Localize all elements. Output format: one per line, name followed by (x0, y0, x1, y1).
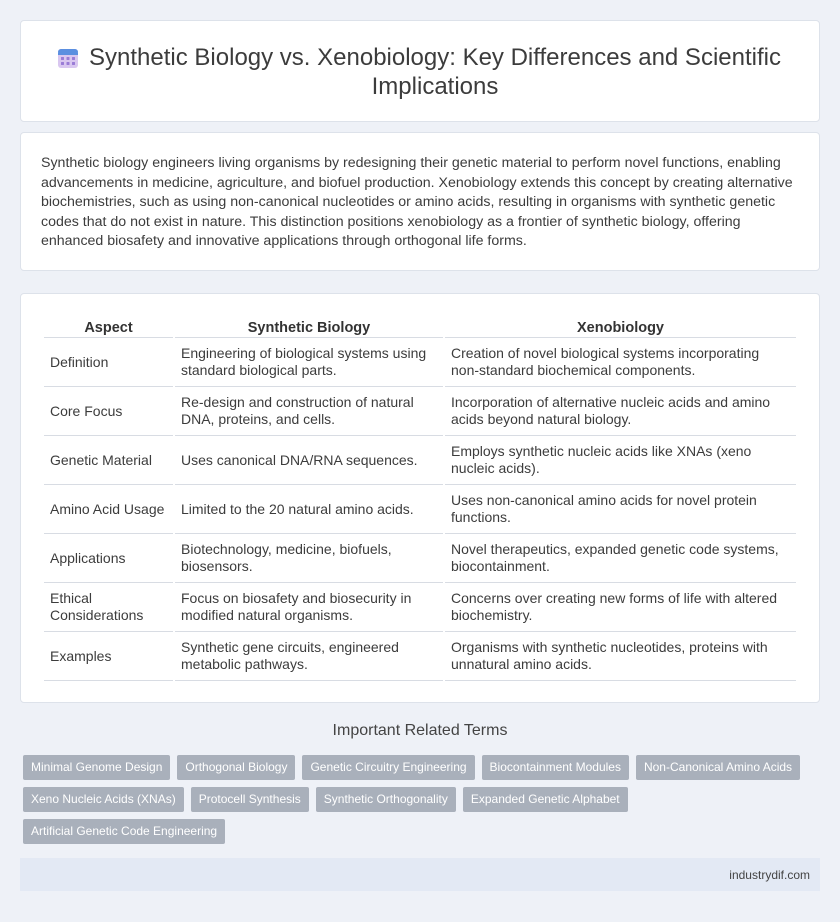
intro-paragraph: Synthetic biology engineers living organisms by redesigning their genetic material to perform novel functions, enabling advancements in medicine, agriculture, and biofuel production. Xenobiology extends this concept by creating alternative biochemistries, such as using non-canonical nucleotides or amino acids, resulting in organisms with synthetic genetic codes that do not exist in nature. This distinction positions xenobiology as a frontier of synthetic biology, offering enhanced biosafety and innovative applications through orthogonal life forms. (41, 155, 793, 250)
related-term-tag[interactable]: Biocontainment Modules (482, 755, 629, 780)
row-aspect: Ethical Considerations (44, 583, 173, 632)
related-terms-title: Important Related Terms (332, 722, 508, 739)
table-row (44, 583, 796, 632)
table-row (44, 387, 796, 436)
intro-card (20, 132, 820, 271)
row-synthetic: Re-design and construction of natural DNA, proteins, and cells. (175, 387, 443, 436)
row-aspect: Examples (44, 632, 173, 681)
table-header-row (44, 314, 796, 338)
row-aspect: Core Focus (44, 387, 173, 436)
row-synthetic: Engineering of biological systems using standard biological parts. (175, 338, 443, 387)
related-term-tag[interactable]: Xeno Nucleic Acids (XNAs) (23, 787, 184, 812)
related-term-tag[interactable]: Artificial Genetic Code Engineering (23, 819, 225, 844)
row-xeno: Creation of novel biological systems incorporating non-standard biochemical components. (445, 338, 796, 387)
row-xeno: Incorporation of alternative nucleic acids and amino acids beyond natural biology. (445, 387, 796, 436)
row-xeno: Concerns over creating new forms of life with altered biochemistry. (445, 583, 796, 632)
table-row (44, 534, 796, 583)
comparison-card (20, 293, 820, 703)
related-term-tag[interactable]: Orthogonal Biology (177, 755, 295, 780)
related-term-tag[interactable]: Genetic Circuitry Engineering (302, 755, 474, 780)
row-synthetic: Focus on biosafety and biosecurity in modified natural organisms. (175, 583, 443, 632)
related-terms-list (23, 755, 823, 851)
row-xeno: Novel therapeutics, expanded genetic code systems, biocontainment. (445, 534, 796, 583)
related-term-tag[interactable]: Protocell Synthesis (191, 787, 309, 812)
table-row (44, 338, 796, 387)
table-row (44, 436, 796, 485)
row-aspect: Amino Acid Usage (44, 485, 173, 534)
row-aspect: Definition (44, 338, 173, 387)
comparison-table (42, 314, 798, 681)
related-term-tag[interactable]: Expanded Genetic Alphabet (463, 787, 628, 812)
table-row (44, 485, 796, 534)
row-xeno: Organisms with synthetic nucleotides, proteins with unnatural amino acids. (445, 632, 796, 681)
related-term-tag[interactable]: Minimal Genome Design (23, 755, 170, 780)
row-xeno: Employs synthetic nucleic acids like XNAs (xeno nucleic acids). (445, 436, 796, 485)
footer (20, 858, 820, 891)
header-xenobiology: Xenobiology (445, 314, 796, 338)
footer-site-link[interactable]: industrydif.com (729, 868, 810, 882)
table-row (44, 632, 796, 681)
row-xeno: Uses non-canonical amino acids for novel protein functions. (445, 485, 796, 534)
row-aspect: Genetic Material (44, 436, 173, 485)
title-card (20, 20, 820, 122)
header-aspect: Aspect (44, 314, 173, 338)
row-synthetic: Uses canonical DNA/RNA sequences. (175, 436, 443, 485)
row-synthetic: Synthetic gene circuits, engineered metabolic pathways. (175, 632, 443, 681)
row-synthetic: Biotechnology, medicine, biofuels, biosensors. (175, 534, 443, 583)
related-term-tag[interactable]: Non-Canonical Amino Acids (636, 755, 800, 780)
row-aspect: Applications (44, 534, 173, 583)
page-title: Synthetic Biology vs. Xenobiology: Key Differences and Scientific Implications (89, 44, 781, 100)
header-synthetic-biology: Synthetic Biology (175, 314, 443, 338)
related-term-tag[interactable]: Synthetic Orthogonality (316, 787, 456, 812)
row-synthetic: Limited to the 20 natural amino acids. (175, 485, 443, 534)
